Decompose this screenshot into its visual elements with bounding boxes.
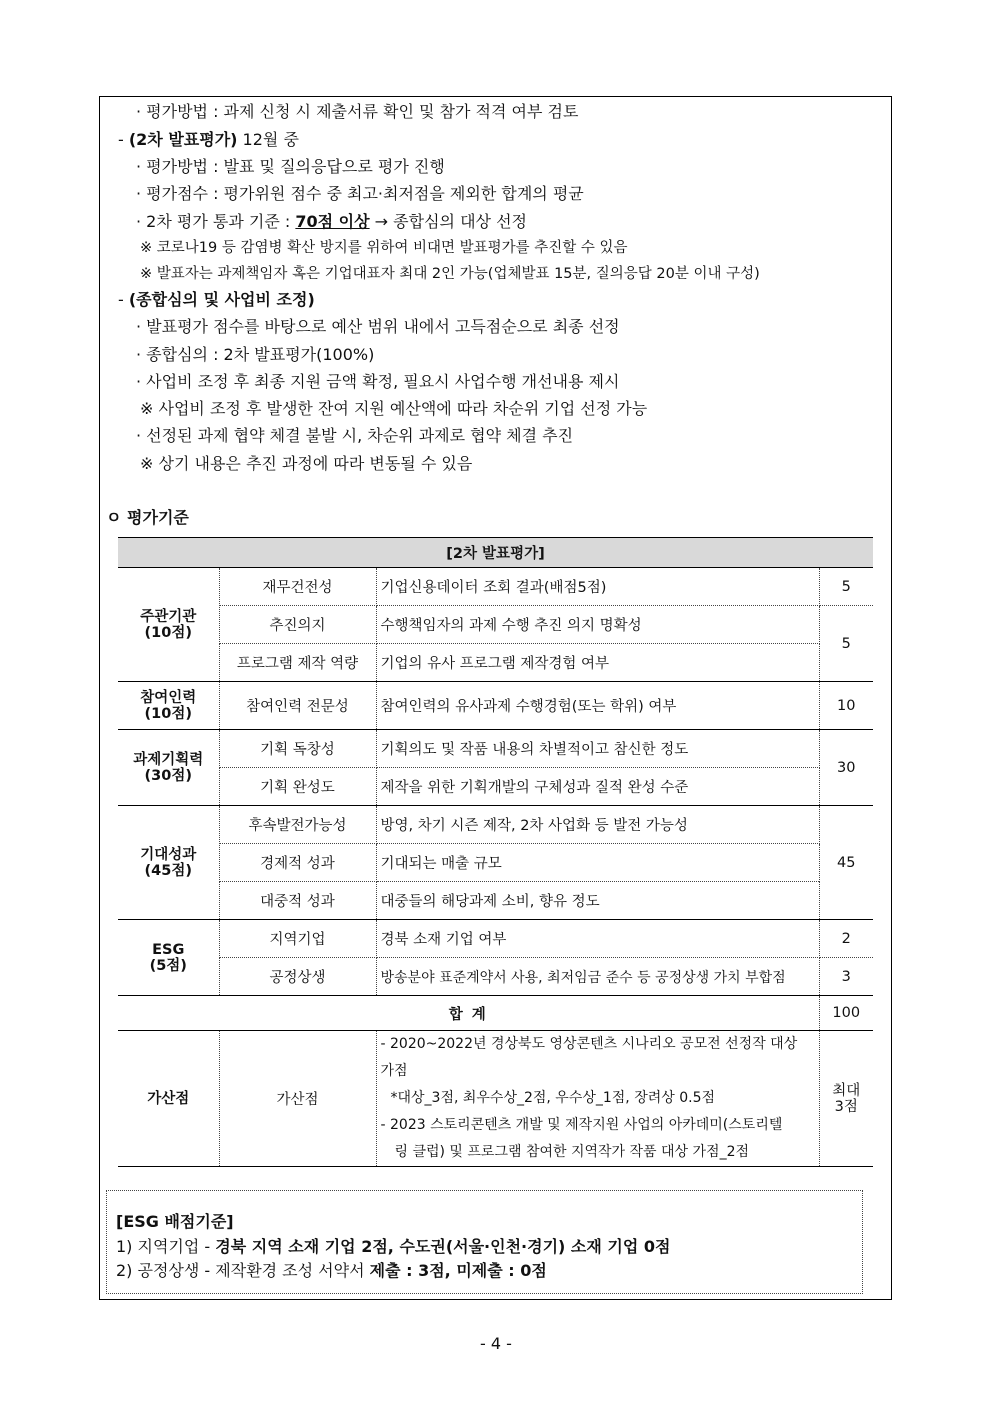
item-cell: 지역기업: [219, 920, 376, 958]
esg-criteria-box: [106, 1190, 863, 1294]
esg-line-bold: 경북 지역 소재 기업 2점, 수도권(서울·인천·경기) 소재 기업 0점: [215, 1237, 671, 1256]
text-line: · 평가점수 : 평가위원 점수 중 최고·최저점을 제외한 합계의 평균: [136, 184, 584, 203]
bonus-score-line: 최대: [832, 1082, 861, 1099]
category-points: (45점): [144, 862, 192, 879]
desc-cell: 수행책임자의 과제 수행 추진 의지 명확성: [376, 606, 819, 644]
score-cell: 2: [819, 920, 873, 958]
note-line: ※ 사업비 조정 후 발생한 잔여 지원 예산액에 따라 차순위 기업 선정 가능: [140, 399, 648, 418]
table-row: [118, 958, 873, 996]
text-part: → 종합심의 대상 선정: [369, 212, 527, 231]
subheading-rest: 12월 중: [237, 130, 299, 149]
score-cell: 3: [819, 958, 873, 996]
category-name: 기대성과: [140, 846, 197, 863]
item-cell: 후속발전가능성: [219, 806, 376, 844]
score-cell: 5: [819, 606, 873, 682]
evaluation-criteria-table: [118, 537, 873, 1167]
score-cell: 45: [819, 806, 873, 920]
desc-cell: 기획의도 및 작품 내용의 차별적이고 참신한 정도: [376, 730, 819, 768]
esg-line: [116, 1258, 547, 1281]
table-row: [118, 844, 873, 882]
section-title: ㅇ 평가기준: [106, 508, 189, 527]
item-cell: 기획 독창성: [219, 730, 376, 768]
bonus-score: [819, 1031, 873, 1167]
esg-line-bold: 제출 : 3점, 미제출 : 0점: [369, 1261, 547, 1280]
category-points: (10점): [144, 624, 192, 641]
category-cell: [118, 920, 219, 996]
table-row: [118, 606, 873, 644]
bonus-line: *대상_3점, 최우수상_2점, 우수상_1점, 장려상 0.5점: [390, 1090, 716, 1106]
category-name: 주관기관: [140, 608, 197, 625]
esg-box-title: [ESG 배점기준]: [116, 1212, 234, 1231]
desc-cell: 대중들의 해당과제 소비, 향유 정도: [376, 882, 819, 920]
text-line: · 종합심의 : 2차 발표평가(100%): [136, 345, 375, 364]
note-line: ※ 발표자는 과제책임자 혹은 기업대표자 최대 2인 가능(업체발표 15분, 질의응답 20분 이내 구성): [140, 266, 760, 282]
table-row: [118, 568, 873, 606]
category-cell: [118, 682, 219, 730]
table-row: [118, 806, 873, 844]
text-line: · 평가방법 : 발표 및 질의응답으로 평가 진행: [136, 157, 445, 176]
total-row: [118, 996, 873, 1031]
note-line: ※ 상기 내용은 추진 과정에 따라 변동될 수 있음: [140, 454, 473, 473]
page-number: - 4 -: [480, 1334, 512, 1353]
desc-cell: 기업신용데이터 조회 결과(배점5점): [376, 568, 819, 606]
category-name: 참여인력: [140, 689, 197, 706]
desc-cell: 제작을 위한 기획개발의 구체성과 질적 완성 수준: [376, 768, 819, 806]
emphasis: 70점 이상: [295, 212, 370, 231]
bonus-line: 링 클럽) 및 프로그램 참여한 지역작가 작품 대상 가점_2점: [394, 1144, 749, 1160]
item-cell: 공정상생: [219, 958, 376, 996]
category-points: (5점): [149, 957, 187, 974]
esg-line-label: 1) 지역기업 -: [116, 1237, 216, 1256]
desc-cell: 기업의 유사 프로그램 제작경험 여부: [376, 644, 819, 682]
desc-cell: 참여인력의 유사과제 수행경험(또는 학위) 여부: [376, 682, 819, 730]
category-points: (10점): [144, 705, 192, 722]
item-cell: 재무건전성: [219, 568, 376, 606]
table-row: [118, 882, 873, 920]
category-name: ESG: [152, 941, 185, 958]
text-part: · 2차 평가 통과 기준 :: [136, 212, 296, 231]
bullet: -: [118, 130, 129, 149]
bonus-item: 가산점: [219, 1031, 376, 1167]
subheading-line: [118, 290, 315, 310]
desc-cell: 기대되는 매출 규모: [376, 844, 819, 882]
desc-cell: 방영, 차기 시즌 제작, 2차 사업화 등 발전 가능성: [376, 806, 819, 844]
score-cell: 10: [819, 682, 873, 730]
category-cell: [118, 806, 219, 920]
total-score: 100: [819, 996, 873, 1031]
desc-cell: 방송분야 표준계약서 사용, 최저임금 준수 등 공정상생 가치 부합점: [376, 958, 819, 996]
text-line: · 발표평가 점수를 바탕으로 예산 범위 내에서 고득점순으로 최종 선정: [136, 317, 620, 336]
table-header: [2차 발표평가]: [118, 538, 873, 568]
esg-line: [116, 1234, 670, 1257]
subheading-bold: (종합심의 및 사업비 조정): [128, 290, 315, 309]
text-line: · 평가방법 : 과제 신청 시 제출서류 확인 및 참가 적격 여부 검토: [136, 102, 579, 121]
category-cell: [118, 568, 219, 682]
table-row: [118, 644, 873, 682]
text-line: [136, 212, 527, 232]
score-cell: 30: [819, 730, 873, 806]
item-cell: 기획 완성도: [219, 768, 376, 806]
bonus-category: 가산점: [118, 1031, 219, 1167]
item-cell: 경제적 성과: [219, 844, 376, 882]
subheading-bold: (2차 발표평가): [128, 130, 238, 149]
bonus-line: - 2020~2022년 경상북도 영상콘텐츠 시나리오 공모전 선정작 대상 가점: [380, 1036, 798, 1079]
text-line: · 선정된 과제 협약 체결 불발 시, 차순위 과제로 협약 체결 추진: [136, 426, 574, 445]
item-cell: 프로그램 제작 역량: [219, 644, 376, 682]
subheading-line: [118, 130, 299, 150]
table-row: [118, 730, 873, 768]
bonus-line: - 2023 스토리콘텐츠 개발 및 제작지원 사업의 아카데미(스토리텔: [380, 1117, 783, 1133]
table-row: [118, 920, 873, 958]
category-cell: [118, 730, 219, 806]
item-cell: 참여인력 전문성: [219, 682, 376, 730]
item-cell: 대중적 성과: [219, 882, 376, 920]
bullet: -: [118, 290, 129, 309]
category-name: 과제기획력: [133, 751, 204, 768]
text-line: · 사업비 조정 후 최종 지원 금액 확정, 필요시 사업수행 개선내용 제시: [136, 372, 620, 391]
total-label: 합 계: [118, 996, 819, 1031]
bonus-desc: [376, 1031, 819, 1167]
table-header-row: [118, 538, 873, 568]
desc-cell: 경북 소재 기업 여부: [376, 920, 819, 958]
score-cell: 5: [819, 568, 873, 606]
esg-line-label: 2) 공정상생 - 제작환경 조성 서약서: [116, 1261, 370, 1280]
note-line: ※ 코로나19 등 감염병 확산 방지를 위하여 비대면 발표평가를 추진할 수 있음: [140, 240, 628, 256]
bonus-score-line: 3점: [834, 1098, 858, 1115]
table-row: [118, 768, 873, 806]
bonus-row: [118, 1031, 873, 1167]
table-row: [118, 682, 873, 730]
item-cell: 추진의지: [219, 606, 376, 644]
category-points: (30점): [144, 767, 192, 784]
